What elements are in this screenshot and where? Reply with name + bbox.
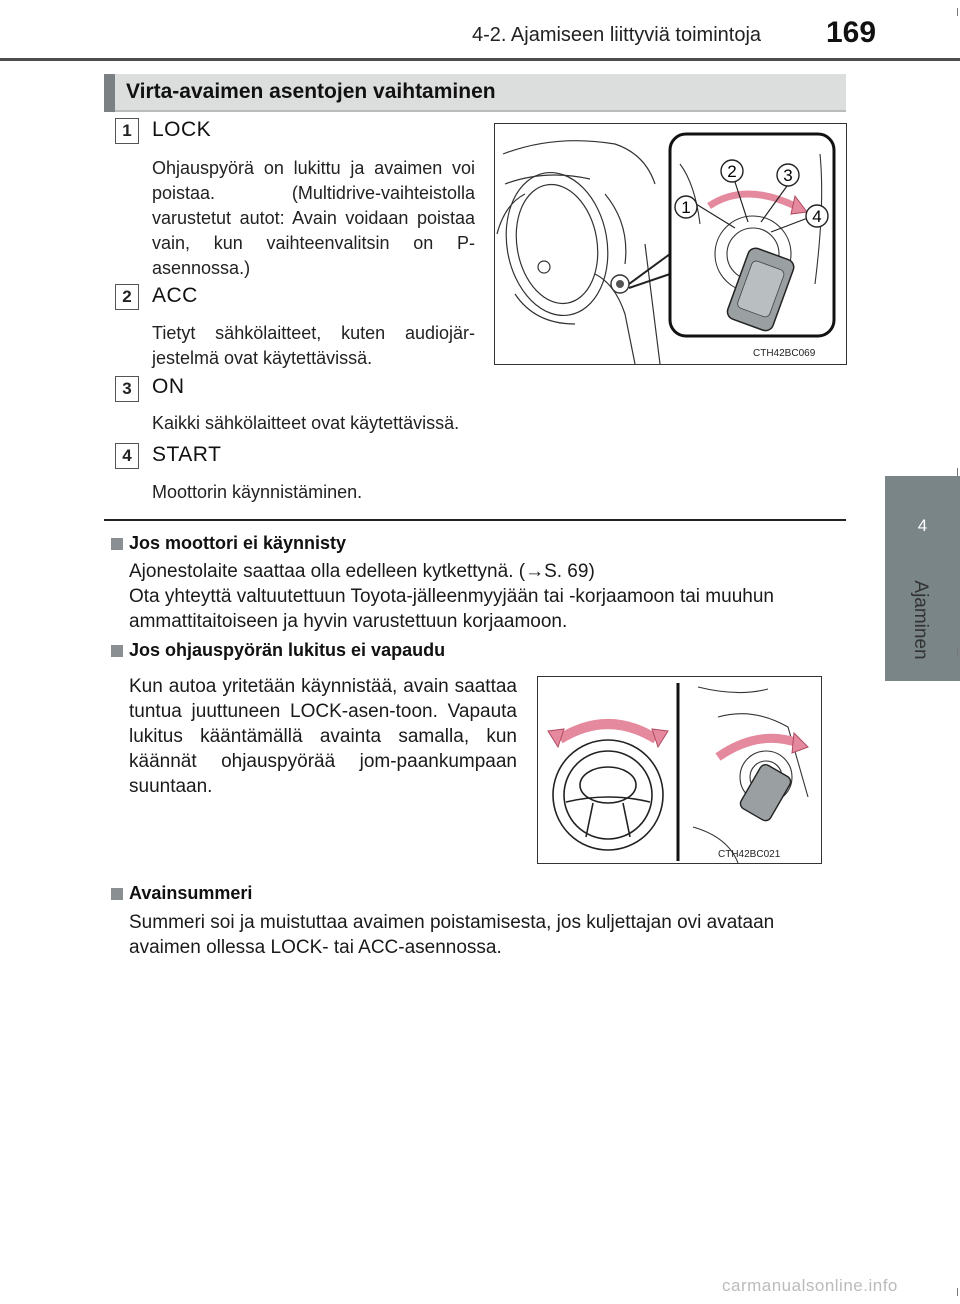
item-title-lock: LOCK	[152, 118, 212, 141]
callout-3: 3	[783, 166, 793, 185]
note-text-key-buzzer: Summeri soi ja muistuttaa avaimen poistamisesta, jos kuljettajan ovi avataan avaimen ollessa LOCK- tai ACC-asennossa.	[129, 912, 775, 958]
bullet-square	[111, 538, 123, 550]
item-number-2: 2	[115, 284, 139, 310]
section-heading: 4-2. Ajamiseen liittyviä toimintoja	[472, 24, 762, 46]
figure-code: CTH42BC021	[718, 849, 781, 860]
margin-tick	[957, 648, 958, 656]
section-title-bar	[104, 74, 846, 112]
callout-2: 2	[727, 162, 737, 181]
section-divider	[104, 519, 846, 521]
item-number-4: 4	[115, 443, 139, 469]
bullet-square	[111, 888, 123, 900]
ignition-illustration	[495, 124, 846, 364]
item-text-acc: Tietyt sähkölaitteet, kuten audiojär-jestelmä ovat käytettävissä.	[152, 323, 475, 368]
chapter-number: 4	[917, 516, 928, 535]
margin-tick	[957, 468, 958, 476]
item-text-start: Moottorin käynnistäminen.	[152, 482, 363, 502]
margin-tick	[957, 1288, 958, 1296]
note-text-part: Ajonestolaite saattaa olla edelleen kytkettynä. (	[129, 561, 526, 582]
note-text-engine-not-start	[129, 559, 844, 584]
margin-tick	[957, 8, 958, 16]
arrow-glyph: →	[525, 561, 545, 582]
figure-ignition-positions	[494, 123, 847, 365]
figure-code: CTH42BC069	[753, 348, 816, 359]
note-title-steering-lock: Jos ohjauspyörän lukitus ei vapaudu	[129, 640, 446, 660]
steering-illustration	[538, 677, 821, 863]
header-rule	[0, 58, 960, 61]
watermark: carmanualsonline.info	[722, 1276, 898, 1295]
callout-4: 4	[812, 207, 822, 226]
item-number-1: 1	[115, 118, 139, 144]
item-title-acc: ACC	[152, 284, 198, 307]
callout-1: 1	[681, 198, 691, 217]
item-text-lock: Ohjauspyörä on lukittu ja avaimen voi poistaa. (Multidrive-vaihteistolla varustetut autot: Avain voidaan poistaa vain, kun vaihteenvalitsin on P-asennossa.)	[152, 158, 475, 278]
note-text-steering-lock: Kun autoa yritetään käynnistää, avain saattaa tuntua juuttuneen LOCK-asen-toon. Vapauta lukitus kääntämällä avainta samalla, kun käännät ohjauspyörää jom-paankumpaan suuntaan.	[129, 676, 517, 797]
page-number: 169	[826, 16, 877, 49]
chapter-label: Ajaminen	[910, 580, 931, 660]
bullet-square	[111, 645, 123, 657]
page-reference[interactable]: S. 69)	[544, 561, 595, 582]
figure-steering-unlock	[537, 676, 822, 864]
section-title: Virta-avaimen asentojen vaihtaminen	[126, 80, 496, 103]
item-title-on: ON	[152, 375, 185, 398]
note-title-engine-not-start: Jos moottori ei käynnisty	[129, 533, 347, 553]
title-accent	[104, 74, 115, 112]
item-text-on: Kaikki sähkölaitteet ovat käytettävissä.	[152, 413, 460, 433]
chapter-label-box	[870, 580, 960, 660]
item-title-start: START	[152, 443, 222, 466]
note-title-key-buzzer: Avainsummeri	[129, 883, 253, 903]
item-number-3: 3	[115, 376, 139, 402]
note-text-contact: Ota yhteyttä valtuutettuun Toyota-jälleenmyyjään tai -korjaamoon tai muuhun ammattitaitoiseen ja hyvin varustettuun korjaamoon.	[129, 586, 774, 632]
